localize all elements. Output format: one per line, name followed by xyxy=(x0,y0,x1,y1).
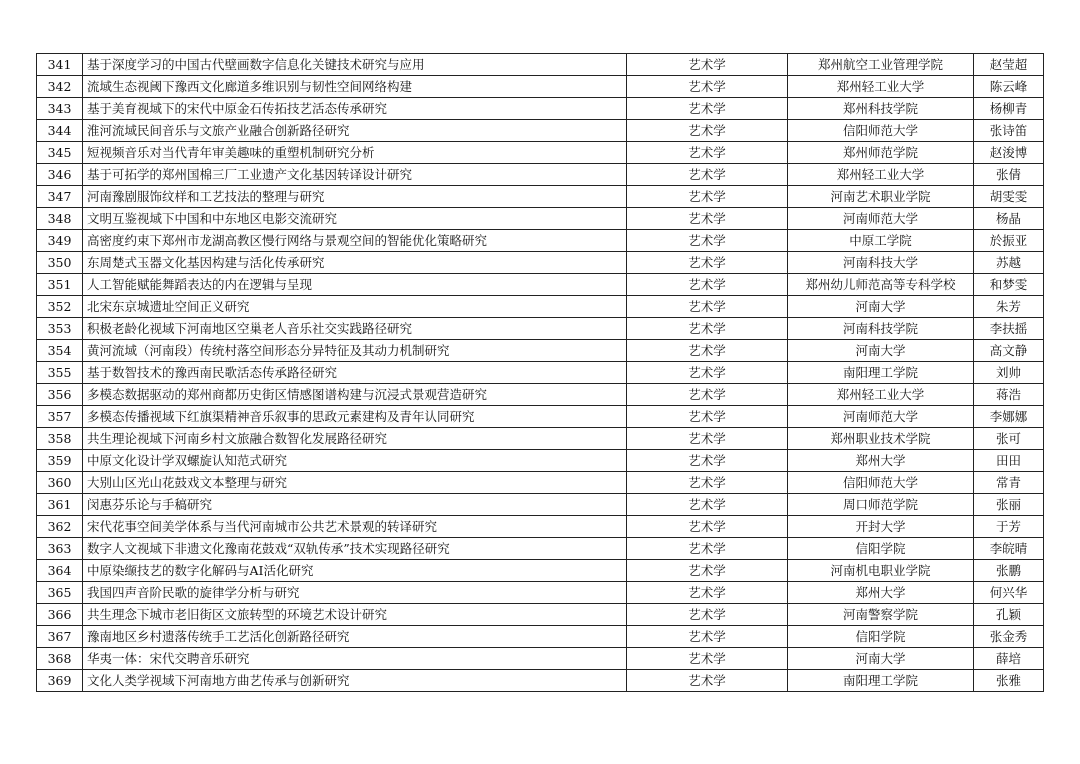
institution: 南阳理工学院 xyxy=(788,670,974,692)
discipline: 艺术学 xyxy=(627,252,788,274)
table-body xyxy=(37,54,1044,692)
institution: 信阳学院 xyxy=(788,626,974,648)
project-number: 365 xyxy=(37,582,83,604)
table-row xyxy=(37,538,1044,560)
discipline: 艺术学 xyxy=(627,450,788,472)
project-number: 342 xyxy=(37,76,83,98)
project-title: 数字人文视域下非遗文化豫南花鼓戏“双轨传承”技术实现路径研究 xyxy=(83,538,627,560)
institution: 郑州科技学院 xyxy=(788,98,974,120)
project-title: 华夷一体：宋代交聘音乐研究 xyxy=(83,648,627,670)
principal-investigator: 张诗笛 xyxy=(974,120,1044,142)
project-title: 短视频音乐对当代青年审美趣味的重塑机制研究分析 xyxy=(83,142,627,164)
principal-investigator: 杨柳青 xyxy=(974,98,1044,120)
table-row xyxy=(37,582,1044,604)
principal-investigator: 张倩 xyxy=(974,164,1044,186)
discipline: 艺术学 xyxy=(627,648,788,670)
table-row xyxy=(37,670,1044,692)
principal-investigator: 高文静 xyxy=(974,340,1044,362)
institution: 中原工学院 xyxy=(788,230,974,252)
table-row xyxy=(37,274,1044,296)
project-title: 中原染缬技艺的数字化解码与AI活化研究 xyxy=(83,560,627,582)
table-row xyxy=(37,318,1044,340)
table-row xyxy=(37,164,1044,186)
project-title: 文明互鉴视域下中国和中东地区电影交流研究 xyxy=(83,208,627,230)
project-number: 357 xyxy=(37,406,83,428)
project-title: 积极老龄化视域下河南地区空巢老人音乐社交实践路径研究 xyxy=(83,318,627,340)
table-row xyxy=(37,208,1044,230)
table-row xyxy=(37,340,1044,362)
discipline: 艺术学 xyxy=(627,516,788,538)
institution: 郑州航空工业管理学院 xyxy=(788,54,974,76)
project-title: 我国四声音阶民歌的旋律学分析与研究 xyxy=(83,582,627,604)
project-number: 366 xyxy=(37,604,83,626)
table-row xyxy=(37,494,1044,516)
project-title: 基于美育视域下的宋代中原金石传拓技艺活态传承研究 xyxy=(83,98,627,120)
discipline: 艺术学 xyxy=(627,230,788,252)
project-number: 354 xyxy=(37,340,83,362)
discipline: 艺术学 xyxy=(627,428,788,450)
institution: 河南师范大学 xyxy=(788,406,974,428)
project-number: 359 xyxy=(37,450,83,472)
table-row xyxy=(37,626,1044,648)
project-title: 中原文化设计学双螺旋认知范式研究 xyxy=(83,450,627,472)
discipline: 艺术学 xyxy=(627,340,788,362)
project-number: 369 xyxy=(37,670,83,692)
project-number: 363 xyxy=(37,538,83,560)
discipline: 艺术学 xyxy=(627,560,788,582)
institution: 信阳师范大学 xyxy=(788,472,974,494)
table-row xyxy=(37,230,1044,252)
project-title: 高密度约束下郑州市龙湖高教区慢行网络与景观空间的智能优化策略研究 xyxy=(83,230,627,252)
table-row xyxy=(37,604,1044,626)
project-number: 348 xyxy=(37,208,83,230)
project-title: 北宋东京城遗址空间正义研究 xyxy=(83,296,627,318)
principal-investigator: 于芳 xyxy=(974,516,1044,538)
project-title: 共生理念下城市老旧街区文旅转型的环境艺术设计研究 xyxy=(83,604,627,626)
project-number: 360 xyxy=(37,472,83,494)
institution: 河南大学 xyxy=(788,648,974,670)
table-row xyxy=(37,296,1044,318)
principal-investigator: 常青 xyxy=(974,472,1044,494)
principal-investigator: 李扶摇 xyxy=(974,318,1044,340)
project-number: 351 xyxy=(37,274,83,296)
principal-investigator: 蒋浩 xyxy=(974,384,1044,406)
institution: 信阳学院 xyxy=(788,538,974,560)
table-row xyxy=(37,76,1044,98)
discipline: 艺术学 xyxy=(627,164,788,186)
project-number: 345 xyxy=(37,142,83,164)
principal-investigator: 赵浚博 xyxy=(974,142,1044,164)
discipline: 艺术学 xyxy=(627,362,788,384)
discipline: 艺术学 xyxy=(627,670,788,692)
project-number: 341 xyxy=(37,54,83,76)
principal-investigator: 陈云峰 xyxy=(974,76,1044,98)
principal-investigator: 张雅 xyxy=(974,670,1044,692)
principal-investigator: 赵莹超 xyxy=(974,54,1044,76)
project-number: 344 xyxy=(37,120,83,142)
table-row xyxy=(37,406,1044,428)
discipline: 艺术学 xyxy=(627,142,788,164)
project-number: 347 xyxy=(37,186,83,208)
table-row xyxy=(37,450,1044,472)
principal-investigator: 李娜娜 xyxy=(974,406,1044,428)
institution: 郑州轻工业大学 xyxy=(788,164,974,186)
project-title: 大别山区光山花鼓戏文本整理与研究 xyxy=(83,472,627,494)
principal-investigator: 田田 xyxy=(974,450,1044,472)
table-row xyxy=(37,98,1044,120)
table-row xyxy=(37,252,1044,274)
project-number: 352 xyxy=(37,296,83,318)
table-row xyxy=(37,362,1044,384)
project-title: 闵惠芬乐论与手稿研究 xyxy=(83,494,627,516)
project-list-table xyxy=(36,53,1044,692)
table-row xyxy=(37,142,1044,164)
discipline: 艺术学 xyxy=(627,318,788,340)
project-title: 淮河流域民间音乐与文旅产业融合创新路径研究 xyxy=(83,120,627,142)
discipline: 艺术学 xyxy=(627,582,788,604)
principal-investigator: 薛培 xyxy=(974,648,1044,670)
institution: 河南师范大学 xyxy=(788,208,974,230)
project-number: 343 xyxy=(37,98,83,120)
discipline: 艺术学 xyxy=(627,604,788,626)
project-title: 文化人类学视域下河南地方曲艺传承与创新研究 xyxy=(83,670,627,692)
discipline: 艺术学 xyxy=(627,406,788,428)
discipline: 艺术学 xyxy=(627,76,788,98)
project-number: 350 xyxy=(37,252,83,274)
principal-investigator: 孔颖 xyxy=(974,604,1044,626)
project-number: 364 xyxy=(37,560,83,582)
table-row xyxy=(37,472,1044,494)
table-row xyxy=(37,560,1044,582)
project-title: 黄河流域（河南段）传统村落空间形态分异特征及其动力机制研究 xyxy=(83,340,627,362)
principal-investigator: 李皖晴 xyxy=(974,538,1044,560)
principal-investigator: 和梦雯 xyxy=(974,274,1044,296)
table-row xyxy=(37,648,1044,670)
project-number: 356 xyxy=(37,384,83,406)
principal-investigator: 张鹏 xyxy=(974,560,1044,582)
principal-investigator: 张丽 xyxy=(974,494,1044,516)
table-row xyxy=(37,384,1044,406)
project-title: 基于可拓学的郑州国棉三厂工业遗产文化基因转译设计研究 xyxy=(83,164,627,186)
principal-investigator: 杨晶 xyxy=(974,208,1044,230)
project-title: 豫南地区乡村遗落传统手工艺活化创新路径研究 xyxy=(83,626,627,648)
principal-investigator: 朱芳 xyxy=(974,296,1044,318)
institution: 河南警察学院 xyxy=(788,604,974,626)
project-number: 361 xyxy=(37,494,83,516)
discipline: 艺术学 xyxy=(627,186,788,208)
principal-investigator: 於振亚 xyxy=(974,230,1044,252)
institution: 河南大学 xyxy=(788,296,974,318)
institution: 郑州职业技术学院 xyxy=(788,428,974,450)
discipline: 艺术学 xyxy=(627,494,788,516)
institution: 河南科技学院 xyxy=(788,318,974,340)
discipline: 艺术学 xyxy=(627,54,788,76)
project-number: 362 xyxy=(37,516,83,538)
project-title: 河南豫剧服饰纹样和工艺技法的整理与研究 xyxy=(83,186,627,208)
project-title: 人工智能赋能舞蹈表达的内在逻辑与呈现 xyxy=(83,274,627,296)
table-row xyxy=(37,186,1044,208)
discipline: 艺术学 xyxy=(627,208,788,230)
discipline: 艺术学 xyxy=(627,296,788,318)
project-number: 346 xyxy=(37,164,83,186)
project-number: 353 xyxy=(37,318,83,340)
discipline: 艺术学 xyxy=(627,472,788,494)
project-title: 共生理论视域下河南乡村文旅融合数智化发展路径研究 xyxy=(83,428,627,450)
table-row xyxy=(37,428,1044,450)
project-number: 358 xyxy=(37,428,83,450)
project-number: 368 xyxy=(37,648,83,670)
discipline: 艺术学 xyxy=(627,384,788,406)
institution: 郑州轻工业大学 xyxy=(788,384,974,406)
project-title: 基于深度学习的中国古代壁画数字信息化关键技术研究与应用 xyxy=(83,54,627,76)
project-title: 基于数智技术的豫西南民歌活态传承路径研究 xyxy=(83,362,627,384)
institution: 郑州大学 xyxy=(788,450,974,472)
project-title: 流域生态视阈下豫西文化廊道多维识别与韧性空间网络构建 xyxy=(83,76,627,98)
principal-investigator: 苏越 xyxy=(974,252,1044,274)
institution: 河南艺术职业学院 xyxy=(788,186,974,208)
table-row xyxy=(37,54,1044,76)
discipline: 艺术学 xyxy=(627,274,788,296)
institution: 河南机电职业学院 xyxy=(788,560,974,582)
institution: 信阳师范大学 xyxy=(788,120,974,142)
project-number: 355 xyxy=(37,362,83,384)
institution: 河南科技大学 xyxy=(788,252,974,274)
project-title: 多模态数据驱动的郑州商都历史街区情感图谱构建与沉浸式景观营造研究 xyxy=(83,384,627,406)
project-title: 多模态传播视域下红旗渠精神音乐叙事的思政元素建构及青年认同研究 xyxy=(83,406,627,428)
principal-investigator: 刘帅 xyxy=(974,362,1044,384)
project-title: 宋代花事空间美学体系与当代河南城市公共艺术景观的转译研究 xyxy=(83,516,627,538)
institution: 周口师范学院 xyxy=(788,494,974,516)
institution: 南阳理工学院 xyxy=(788,362,974,384)
institution: 郑州大学 xyxy=(788,582,974,604)
table-row xyxy=(37,516,1044,538)
table-row xyxy=(37,120,1044,142)
discipline: 艺术学 xyxy=(627,626,788,648)
institution: 郑州师范学院 xyxy=(788,142,974,164)
discipline: 艺术学 xyxy=(627,120,788,142)
institution: 郑州轻工业大学 xyxy=(788,76,974,98)
institution: 开封大学 xyxy=(788,516,974,538)
discipline: 艺术学 xyxy=(627,98,788,120)
principal-investigator: 何兴华 xyxy=(974,582,1044,604)
institution: 河南大学 xyxy=(788,340,974,362)
principal-investigator: 张可 xyxy=(974,428,1044,450)
principal-investigator: 胡雯雯 xyxy=(974,186,1044,208)
project-number: 349 xyxy=(37,230,83,252)
project-number: 367 xyxy=(37,626,83,648)
discipline: 艺术学 xyxy=(627,538,788,560)
institution: 郑州幼儿师范高等专科学校 xyxy=(788,274,974,296)
project-title: 东周楚式玉器文化基因构建与活化传承研究 xyxy=(83,252,627,274)
principal-investigator: 张金秀 xyxy=(974,626,1044,648)
